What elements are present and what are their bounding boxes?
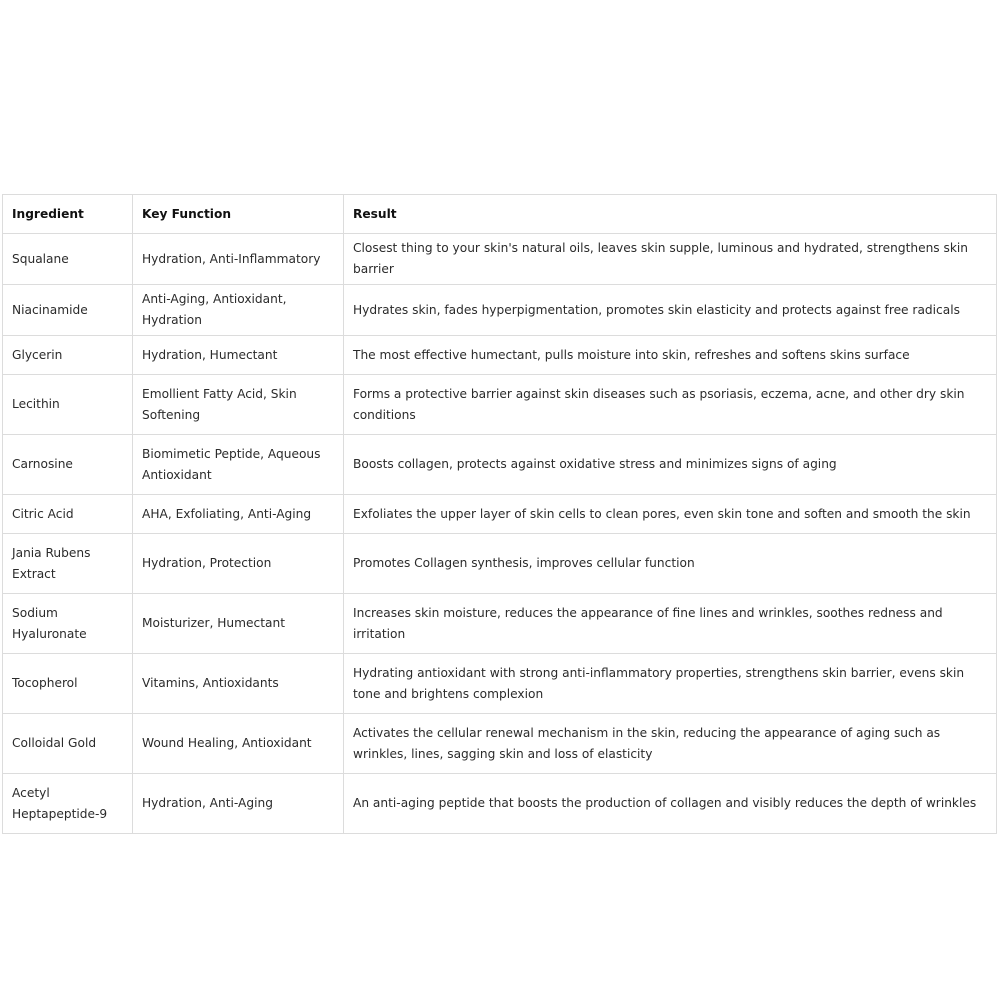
cell-result: Promotes Collagen synthesis, improves cellular function <box>344 534 997 594</box>
cell-ingredient: Lecithin <box>3 375 133 435</box>
cell-function: Biomimetic Peptide, Aqueous Antioxidant <box>133 435 344 495</box>
cell-result: The most effective humectant, pulls moisture into skin, refreshes and softens skins surface <box>344 336 997 375</box>
ingredients-table <box>2 194 997 834</box>
cell-function: AHA, Exfoliating, Anti-Aging <box>133 495 344 534</box>
table-row <box>3 774 997 834</box>
header-key-function: Key Function <box>133 195 344 234</box>
cell-function: Hydration, Anti-Inflammatory <box>133 234 344 285</box>
cell-ingredient: Citric Acid <box>3 495 133 534</box>
cell-ingredient: Colloidal Gold <box>3 714 133 774</box>
table-row <box>3 534 997 594</box>
table-row <box>3 654 997 714</box>
table-row <box>3 435 997 495</box>
ingredients-table-container <box>2 194 996 834</box>
cell-result: Exfoliates the upper layer of skin cells to clean pores, even skin tone and soften and smooth the skin <box>344 495 997 534</box>
table-row <box>3 234 997 285</box>
cell-result: Hydrating antioxidant with strong anti-inflammatory properties, strengthens skin barrier, evens skin tone and brightens complexion <box>344 654 997 714</box>
cell-result: An anti-aging peptide that boosts the production of collagen and visibly reduces the depth of wrinkles <box>344 774 997 834</box>
cell-function: Vitamins, Antioxidants <box>133 654 344 714</box>
cell-result: Closest thing to your skin's natural oils, leaves skin supple, luminous and hydrated, strengthens skin barrier <box>344 234 997 285</box>
cell-ingredient: Carnosine <box>3 435 133 495</box>
cell-result: Forms a protective barrier against skin diseases such as psoriasis, eczema, acne, and other dry skin conditions <box>344 375 997 435</box>
cell-function: Wound Healing, Antioxidant <box>133 714 344 774</box>
cell-ingredient: Jania Rubens Extract <box>3 534 133 594</box>
cell-function: Emollient Fatty Acid, Skin Softening <box>133 375 344 435</box>
table-row <box>3 714 997 774</box>
cell-result: Boosts collagen, protects against oxidative stress and minimizes signs of aging <box>344 435 997 495</box>
cell-function: Hydration, Humectant <box>133 336 344 375</box>
cell-function: Hydration, Protection <box>133 534 344 594</box>
cell-ingredient: Squalane <box>3 234 133 285</box>
cell-result: Activates the cellular renewal mechanism in the skin, reducing the appearance of aging such as wrinkles, lines, sagging skin and loss of elasticity <box>344 714 997 774</box>
cell-function: Moisturizer, Humectant <box>133 594 344 654</box>
table-row <box>3 336 997 375</box>
header-ingredient: Ingredient <box>3 195 133 234</box>
cell-ingredient: Acetyl Heptapeptide-9 <box>3 774 133 834</box>
table-row <box>3 594 997 654</box>
cell-ingredient: Tocopherol <box>3 654 133 714</box>
header-result: Result <box>344 195 997 234</box>
table-header-row <box>3 195 997 234</box>
cell-ingredient: Glycerin <box>3 336 133 375</box>
cell-function: Anti-Aging, Antioxidant, Hydration <box>133 285 344 336</box>
cell-function: Hydration, Anti-Aging <box>133 774 344 834</box>
table-row <box>3 375 997 435</box>
cell-ingredient: Sodium Hyaluronate <box>3 594 133 654</box>
cell-ingredient: Niacinamide <box>3 285 133 336</box>
cell-result: Hydrates skin, fades hyperpigmentation, promotes skin elasticity and protects against free radicals <box>344 285 997 336</box>
table-row <box>3 495 997 534</box>
table-row <box>3 285 997 336</box>
cell-result: Increases skin moisture, reduces the appearance of fine lines and wrinkles, soothes redness and irritation <box>344 594 997 654</box>
